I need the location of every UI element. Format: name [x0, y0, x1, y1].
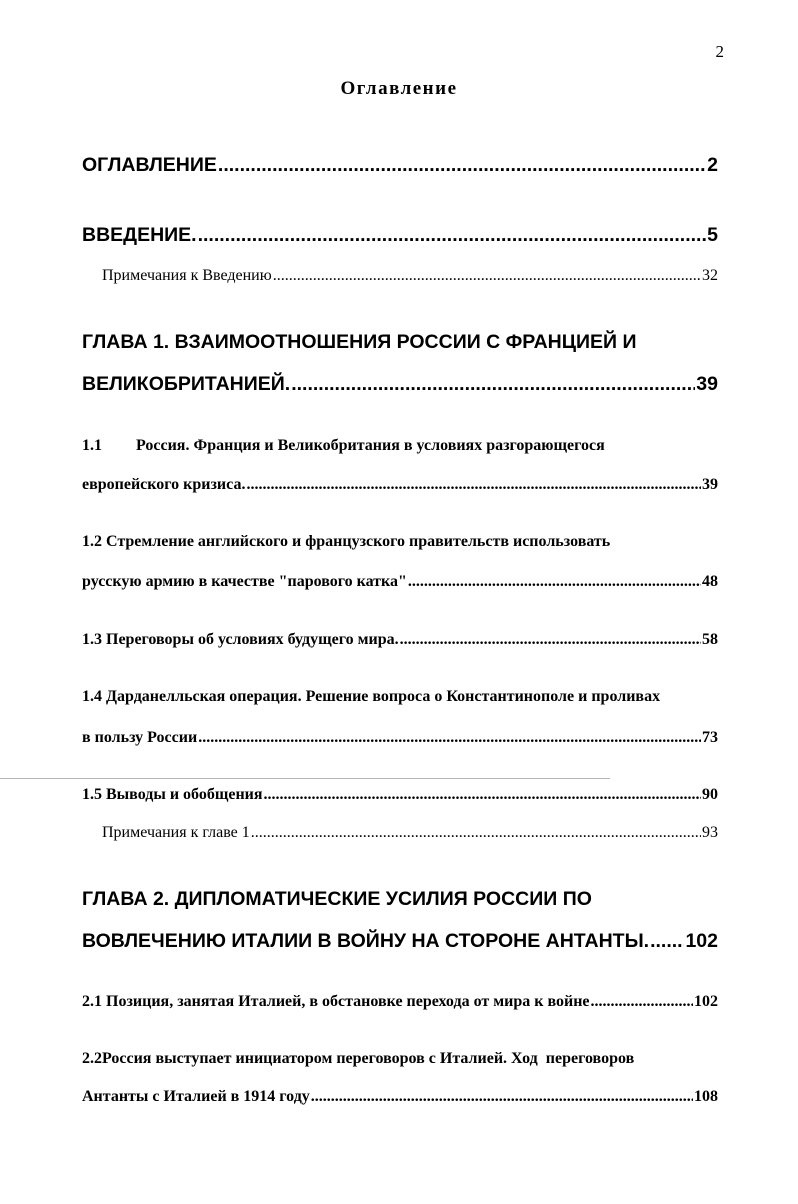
toc-entry-chapter1[interactable] — [82, 373, 718, 396]
toc-entry-title: европейского кризиса. — [82, 476, 246, 493]
toc-entry-title: Примечания к Введению — [102, 267, 272, 284]
toc-entry-chapter1-notes[interactable] — [102, 824, 718, 842]
toc-entry-title: Антанты с Италией в 1914 году — [82, 1088, 310, 1105]
section-1-1-heading[interactable] — [82, 437, 722, 455]
toc-entry-section-2-2[interactable] — [82, 1088, 718, 1106]
dot-leader — [291, 373, 695, 396]
toc-page-number: 93 — [702, 824, 718, 841]
toc-entry-section-1-4[interactable] — [82, 729, 718, 747]
toc-entry-section-1-3[interactable] — [82, 631, 718, 649]
toc-entry-title: ВЕЛИКОБРИТАНИЕЙ. — [82, 373, 291, 395]
dot-leader — [311, 1088, 693, 1106]
scan-artifact-line — [0, 778, 610, 779]
dot-leader — [198, 729, 701, 747]
dot-leader — [591, 993, 693, 1011]
dot-leader — [650, 930, 684, 953]
dot-leader — [246, 476, 701, 494]
chapter2-heading-line1[interactable]: ГЛАВА 2. ДИПЛОМАТИЧЕСКИЕ УСИЛИЯ РОССИИ ПО — [82, 888, 592, 910]
toc-page-number: 90 — [702, 786, 718, 803]
section-number: 1.1 — [82, 437, 102, 454]
toc-entry-title: 1.5 Выводы и обобщения — [82, 786, 263, 803]
dot-leader — [251, 824, 701, 842]
toc-page-number: 5 — [707, 224, 718, 246]
toc-entry-section-2-1[interactable] — [82, 993, 718, 1011]
toc-page-number: 2 — [707, 154, 718, 176]
toc-entry-title: 1.3 Переговоры об условиях будущего мира. — [82, 631, 399, 648]
toc-page-number: 32 — [702, 267, 718, 284]
toc-entry-vvedenie[interactable] — [82, 224, 718, 247]
toc-page-number: 48 — [702, 573, 718, 590]
toc-entry-section-1-2[interactable] — [82, 573, 718, 591]
toc-page-number: 102 — [694, 993, 718, 1010]
toc-entry-vvedenie-notes[interactable] — [102, 267, 718, 285]
dot-leader — [218, 154, 706, 177]
toc-entry-title: ОГЛАВЛЕНИЕ — [82, 154, 217, 176]
page-number: 2 — [715, 42, 724, 61]
toc-entry-oglavlenie[interactable] — [82, 154, 718, 177]
toc-entry-title: Примечания к главе 1 — [102, 824, 250, 841]
dot-leader — [400, 631, 701, 649]
toc-entry-title: ВОВЛЕЧЕНИЮ ИТАЛИИ В ВОЙНУ НА СТОРОНЕ АНТАНТЫ. — [82, 930, 650, 952]
page-title: Оглавление — [340, 78, 458, 99]
dot-leader — [273, 267, 701, 285]
chapter1-heading-line1[interactable]: ГЛАВА 1. ВЗАИМООТНОШЕНИЯ РОССИИ С ФРАНЦИЕЙ И — [82, 331, 637, 353]
toc-entry-title: русскую армию в качестве "парового катка" — [82, 573, 407, 590]
toc-entry-title: в пользу России — [82, 729, 198, 746]
toc-entry-title: 2.1 Позиция, занятая Италией, в обстановке перехода от мира к войне — [82, 993, 590, 1010]
section-title-line1: Россия. Франция и Великобритания в условиях разгорающегося — [136, 437, 605, 454]
toc-entry-title: ВВЕДЕНИЕ. — [82, 224, 197, 246]
toc-page-number: 39 — [702, 476, 718, 493]
toc-entry-section-1-1[interactable] — [82, 476, 718, 494]
section-2-2-heading[interactable]: 2.2Россия выступает инициатором переговоров с Италией. Ход переговоров — [82, 1050, 635, 1067]
section-1-4-heading[interactable]: 1.4 Дарданелльская операция. Решение вопроса о Константинополе и проливах — [82, 688, 661, 705]
dot-leader — [408, 573, 701, 591]
toc-page-number: 102 — [685, 930, 718, 952]
dot-leader — [264, 786, 701, 804]
toc-page-number: 58 — [702, 631, 718, 648]
toc-page-number: 108 — [694, 1088, 718, 1105]
toc-page-number: 39 — [696, 373, 718, 395]
dot-leader — [198, 224, 707, 247]
toc-entry-section-1-5[interactable] — [82, 786, 718, 804]
toc-page-number: 73 — [702, 729, 718, 746]
section-1-2-heading[interactable]: 1.2 Стремление английского и французского правительств использовать — [82, 533, 611, 550]
toc-entry-chapter2[interactable] — [82, 930, 718, 953]
